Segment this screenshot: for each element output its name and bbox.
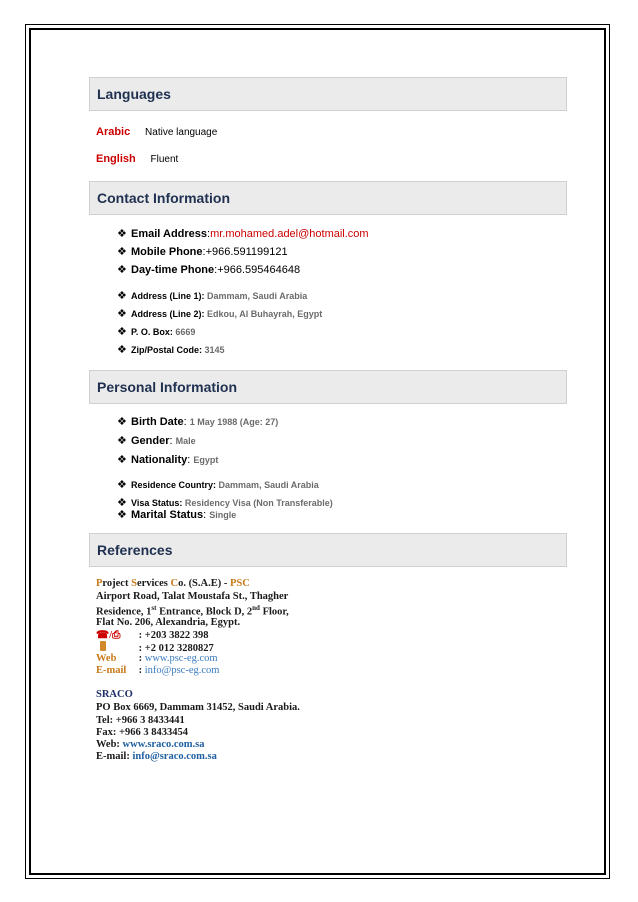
diamond-bullet-icon: ❖: [117, 435, 127, 447]
visa-label: Visa Status:: [131, 497, 183, 508]
pobox-value: 6669: [175, 326, 196, 337]
pobox-label: P. O. Box:: [131, 326, 173, 337]
diamond-bullet-icon: ❖: [117, 479, 127, 491]
diamond-bullet-icon: ❖: [117, 454, 127, 466]
email-value[interactable]: mr.mohamed.adel@hotmail.com: [210, 227, 369, 240]
sraco-web-link[interactable]: www.sraco.com.sa: [122, 739, 205, 750]
diamond-bullet-icon: ❖: [117, 326, 127, 338]
email-label: Email Address: [131, 227, 208, 240]
birth-value: 1 May 1988 (Age: 27): [189, 416, 279, 427]
nationality-value: Egypt: [193, 454, 219, 465]
address2-value: Edkou, Al Buhayrah, Egypt: [207, 308, 323, 319]
language-level: Native language: [145, 127, 218, 138]
sraco-tel: Tel: +966 3 8433441: [96, 715, 185, 726]
address2-label: Address (Line 2):: [131, 308, 205, 319]
personal-header: Personal Information: [89, 370, 567, 404]
psc-email-line: E-mail : info@psc-eg.com: [96, 665, 220, 676]
marital-item: ❖ Marital Status : Single: [117, 508, 237, 521]
language-name: English: [96, 153, 136, 165]
language-name: Arabic: [96, 126, 131, 138]
address1-label: Address (Line 1):: [131, 290, 205, 301]
psc-email-link[interactable]: info@psc-eg.com: [144, 665, 220, 676]
mobile-value: +966.591199121: [205, 245, 288, 258]
pobox-item: [117, 325, 195, 338]
address1-item: [117, 289, 307, 302]
day-phone-value: +966.595464648: [217, 263, 301, 276]
diamond-bullet-icon: ❖: [117, 228, 127, 240]
psc-mobile-value: : +2 012 3280827: [138, 643, 214, 654]
sraco-address: PO Box 6669, Dammam 31452, Saudi Arabia.: [96, 702, 300, 713]
mobile-label: Mobile Phone: [131, 245, 203, 258]
visa-value: Residency Visa (Non Transferable): [184, 497, 333, 508]
psc-residence-line: Residence, 1st Entrance, Block D, 2nd Floor,: [96, 604, 289, 618]
sraco-web-line: Web: www.sraco.com.sa: [96, 739, 205, 750]
birth-label: Birth Date: [131, 415, 184, 428]
nationality-item: ❖ Nationality : Egypt: [117, 453, 219, 466]
psc-address-line: Airport Road, Talat Moustafa St., Thagher: [96, 591, 289, 602]
language-level: Fluent: [150, 154, 179, 165]
languages-header: Languages: [89, 77, 567, 111]
psc-acronym: PSC: [229, 578, 250, 589]
zip-item: [117, 343, 225, 356]
psc-flat-line: Flat No. 206, Alexandria, Egypt.: [96, 617, 241, 628]
sraco-email-link[interactable]: info@sraco.com.sa: [132, 751, 217, 762]
references-header: References: [89, 533, 567, 567]
nationality-label: Nationality: [131, 453, 188, 466]
email-item: ❖ Email Address : mr.mohamed.adel@hotmail.com: [117, 227, 369, 240]
psc-phone-value: : +203 3822 398: [138, 630, 209, 641]
psc-web-label: Web: [96, 653, 117, 664]
psc-web-line: Web : www.psc-eg.com: [96, 653, 218, 664]
mobile-item: ❖ Mobile Phone : +966.591199121: [117, 245, 288, 258]
diamond-bullet-icon: ❖: [117, 246, 127, 258]
birth-item: ❖ Birth Date : 1 May 1988 (Age: 27): [117, 415, 279, 428]
language-english: [96, 153, 178, 165]
gender-label: Gender: [131, 434, 170, 447]
marital-label: Marital Status: [131, 508, 204, 521]
sraco-name: SRACO: [96, 689, 133, 700]
diamond-bullet-icon: ❖: [117, 290, 127, 302]
day-phone-label: Day-time Phone: [131, 263, 215, 276]
diamond-bullet-icon: ❖: [117, 497, 127, 509]
day-phone-item: ❖ Day-time Phone : +966.595464648: [117, 263, 301, 276]
contact-header: Contact Information: [89, 181, 567, 215]
zip-value: 3145: [204, 344, 225, 355]
zip-label: Zip/Postal Code:: [131, 344, 203, 355]
diamond-bullet-icon: ❖: [117, 264, 127, 276]
address2-item: [117, 307, 322, 320]
diamond-bullet-icon: ❖: [117, 344, 127, 356]
residence-value: Dammam, Saudi Arabia: [218, 479, 319, 490]
sraco-email-line: E-mail: info@sraco.com.sa: [96, 751, 217, 762]
psc-web-link[interactable]: www.psc-eg.com: [144, 653, 218, 664]
diamond-bullet-icon: ❖: [117, 416, 127, 428]
psc-company-line: Project Services Co. (S.A.E) - PSC: [96, 578, 250, 589]
phone-fax-icon: ☎/⎙: [96, 630, 121, 641]
residence-item: [117, 478, 319, 491]
residence-label: Residence Country:: [131, 479, 217, 490]
sraco-fax: Fax: +966 3 8433454: [96, 727, 189, 738]
diamond-bullet-icon: ❖: [117, 509, 127, 521]
diamond-bullet-icon: ❖: [117, 308, 127, 320]
gender-item: ❖ Gender : Male: [117, 434, 196, 447]
gender-value: Male: [175, 435, 196, 446]
language-arabic: [96, 126, 217, 138]
marital-value: Single: [209, 509, 237, 520]
psc-email-label: E-mail: [96, 665, 127, 676]
address1-value: Dammam, Saudi Arabia: [207, 290, 308, 301]
